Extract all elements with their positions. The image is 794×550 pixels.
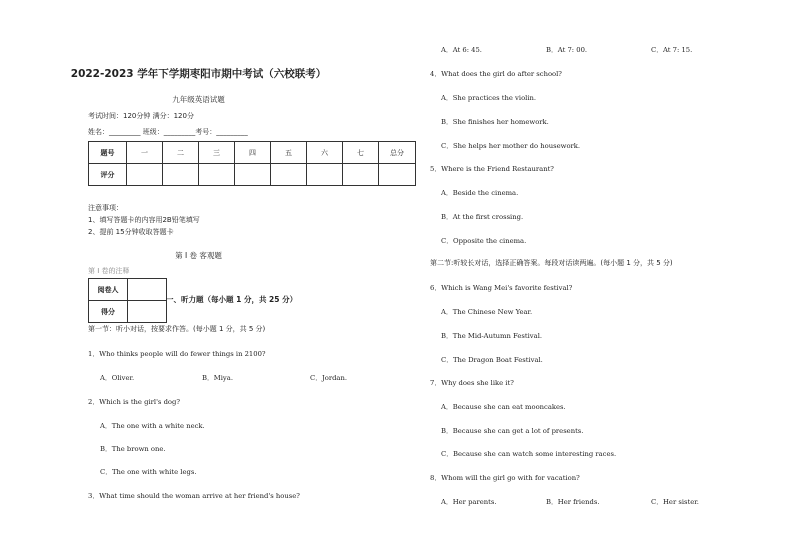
- option: B．The brown one.: [100, 445, 166, 453]
- score-table-cell: 六: [307, 142, 343, 164]
- question: 1．Who thinks people will do fewer things in 2100?: [88, 350, 266, 358]
- part-instruction: 第一节：听小对话，按要求作答。(每小题 1 分，共 5 分): [88, 325, 266, 333]
- score-table-cell: [379, 164, 416, 186]
- score-table-cell: [127, 164, 163, 186]
- score-label: 得分: [89, 301, 128, 323]
- note-item: 1、填写答题卡的内容用2B铅笔填写: [88, 216, 200, 224]
- option: A．She practices the violin.: [441, 94, 537, 102]
- option: A．At 6: 45.: [441, 46, 482, 54]
- grader-row: [89, 301, 167, 323]
- score-table-cell: [343, 164, 379, 186]
- question: 5．Where is the Friend Restaurant?: [430, 165, 554, 173]
- note-item: 2、提前 15分钟收取答题卡: [88, 228, 174, 236]
- section-heading: 一、听力题（每小题 1 分，共 25 分）: [166, 295, 298, 304]
- score-table-cell: 总分: [379, 142, 416, 164]
- option: C．She helps her mother do housework.: [441, 142, 581, 150]
- question: 3．What time should the woman arrive at her friend's house?: [88, 492, 300, 500]
- score-table-cell: [307, 164, 343, 186]
- score-table-cell: [235, 164, 271, 186]
- option: A．The one with a white neck.: [100, 422, 205, 430]
- option: A．Beside the cinema.: [441, 189, 519, 197]
- score-table-cell: [163, 164, 199, 186]
- score-table-header-row: [89, 142, 416, 164]
- option: A．The Chinese New Year.: [441, 308, 533, 316]
- volume-title: 第 I 卷 客观题: [175, 251, 222, 260]
- option: A．Because she can eat mooncakes.: [441, 403, 566, 411]
- question: 6．Which is Wang Mei's favorite festival?: [430, 284, 573, 292]
- option: C．At 7: 15.: [651, 46, 693, 54]
- score-table-cell: 五: [271, 142, 307, 164]
- score-table: [88, 141, 416, 186]
- question: 2．Which is the girl's dog?: [88, 398, 181, 406]
- option: A．Oliver.: [100, 374, 135, 382]
- score-cell: [128, 301, 167, 323]
- score-table-cell: 七: [343, 142, 379, 164]
- option: B．Because she can get a lot of presents.: [441, 427, 584, 435]
- exam-title: 2022-2023 学年下学期枣阳市期中考试（六校联考）: [70, 68, 327, 80]
- option: B．At 7: 00.: [546, 46, 588, 54]
- question: 8．Whom will the girl go with for vacation?: [430, 474, 580, 482]
- option: B．Miya.: [202, 374, 233, 382]
- exam-subtitle: 九年级英语试题: [172, 95, 225, 104]
- student-info-line: 姓名：_________ 班级：_________考号：_________: [88, 128, 248, 136]
- grader-table: [88, 278, 167, 323]
- volume-note: 第 I 卷的注释: [88, 267, 130, 275]
- score-table-cell: 一: [127, 142, 163, 164]
- question: 7．Why does she like it?: [430, 379, 514, 387]
- score-table-cell: 二: [163, 142, 199, 164]
- score-table-cell: 三: [199, 142, 235, 164]
- score-table-cell: [271, 164, 307, 186]
- option: B．Her friends.: [546, 498, 600, 506]
- part-instruction: 第二节:听较长对话，选择正确答案。每段对话读两遍。(每小题 1 分，共 5 分): [430, 259, 673, 267]
- option: B．She finishes her homework.: [441, 118, 549, 126]
- option: C．Her sister.: [651, 498, 699, 506]
- option: C．The one with white legs.: [100, 468, 197, 476]
- option: C．Because she can watch some interesting races.: [441, 450, 617, 458]
- option: C．Opposite the cinema.: [441, 237, 527, 245]
- option: C．Jordan.: [310, 374, 348, 382]
- grader-label: 阅卷人: [89, 279, 128, 301]
- question: 4．What does the girl do after school?: [430, 70, 562, 78]
- grader-cell: [128, 279, 167, 301]
- score-table-cell: 评分: [89, 164, 127, 186]
- exam-time: 考试时间：120分钟 满分：120分: [88, 112, 194, 120]
- option: A．Her parents.: [441, 498, 497, 506]
- grader-row: [89, 279, 167, 301]
- notes-heading: 注意事项：: [88, 204, 123, 212]
- option: C．The Dragon Boat Festival.: [441, 356, 543, 364]
- option: B．The Mid-Autumn Festival.: [441, 332, 543, 340]
- score-table-cell: [199, 164, 235, 186]
- score-table-cell: 题号: [89, 142, 127, 164]
- score-table-score-row: [89, 164, 416, 186]
- option: B．At the first crossing.: [441, 213, 524, 221]
- score-table-cell: 四: [235, 142, 271, 164]
